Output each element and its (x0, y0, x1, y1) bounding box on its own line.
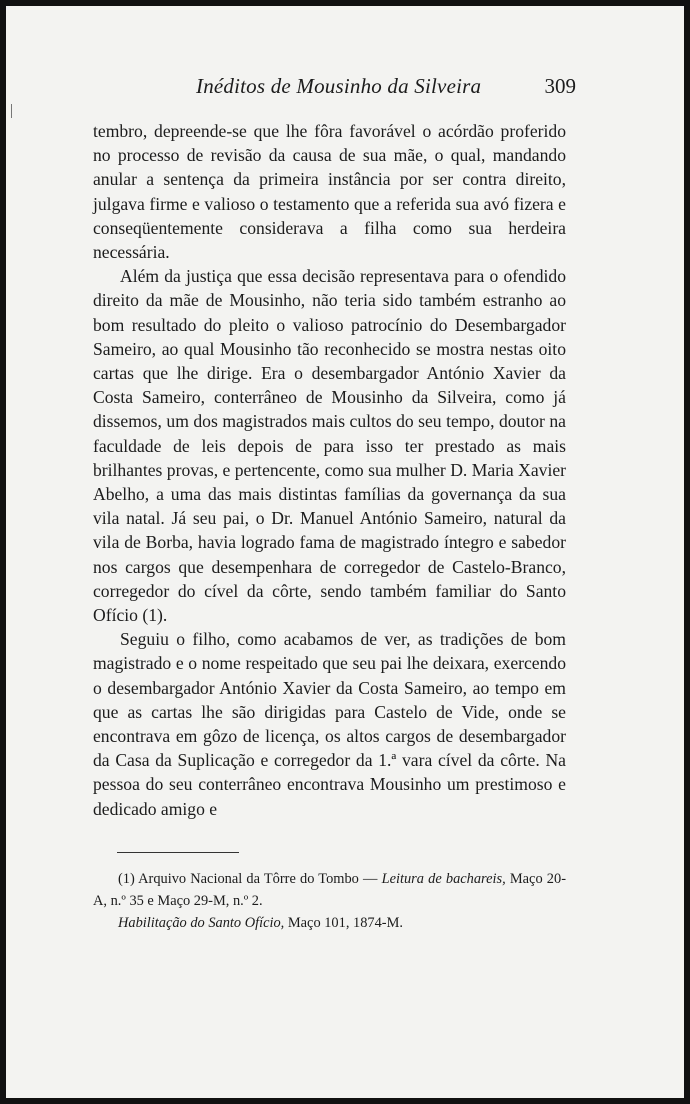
footnote-2-suffix: Maço 101, 1874-M. (284, 915, 403, 931)
body-text (93, 119, 566, 821)
footnote-1 (93, 868, 566, 912)
footnote-2-title: Habilitação do Santo Ofício, (118, 915, 285, 931)
footnote-1-prefix: (1) Arquivo Nacional da Tôrre do Tombo — (118, 871, 382, 887)
paragraph-2: Além da justiça que essa decisão representava para o ofendido direito da mãe de Mousinho, não teria sido também estranho ao bom resultado do pleito o valioso patrocínio do Desembargador Sameiro, ao qual Mousinho tão reconhecido se mostra nestas oito cartas que lhe dirige. Era o desembargador António Xavier da Costa Sameiro, conterrâneo de Mousinho da Silveira, como já dissemos, um dos magistrados mais cultos do seu tempo, doutor na faculdade de leis depois de para isso ter prestado as mais brilhantes provas, e pertencente, como sua mulher D. Maria Xavier Abelho, a uma das mais distintas famílias da governança da sua vila natal. Já seu pai, o Dr. Manuel António Sameiro, natural da vila de Borba, havia logrado fama de magistrado íntegro e sabedor nos cargos que desempenhara de corregedor de Castelo-Branco, corregedor do cível da côrte, sendo também familiar do Santo Ofício (1). (93, 266, 566, 626)
paragraph-3: Seguiu o filho, como acabamos de ver, as tradições de bom magistrado e o nome respeitado que seu pai lhe deixara, exercendo o desembargador António Xavier da Costa Sameiro, ao tempo em que as cartas lhe são dirigidas para Castelo de Vide, onde se encontrava em gôzo de licença, os altos cargos de desembargador da Casa da Suplicação e corregedor da 1.ª vara cível da côrte. Na pessoa do seu conterrâneo encontrava Mousinho um prestimoso e dedicado amigo e (93, 629, 566, 819)
page-number: 309 (544, 74, 576, 98)
margin-mark (11, 104, 12, 118)
footnote-2 (93, 912, 566, 934)
paragraph-1: tembro, depreende-se que lhe fôra favorável o acórdão proferido no processo de revisão da causa de sua mãe, o qual, mandando anular a sentença da primeira instância por ser contra direito, julgava firme e valioso o testamento que a referida sua avó fizera e conseqüentemente considerava a filha como sua herdeira necessária. (93, 121, 566, 263)
header-title: Inéditos de Mousinho da Silveira (196, 74, 482, 98)
footnote-1-suffix: Maço 20-A, n.º 35 e Maço 29-M, n.º 2. (93, 871, 566, 909)
footnotes (93, 868, 566, 934)
book-page (6, 6, 684, 1098)
footnote-divider (117, 852, 239, 853)
running-header (196, 74, 576, 104)
footnote-1-title: Leitura de bachareis, (381, 871, 506, 887)
